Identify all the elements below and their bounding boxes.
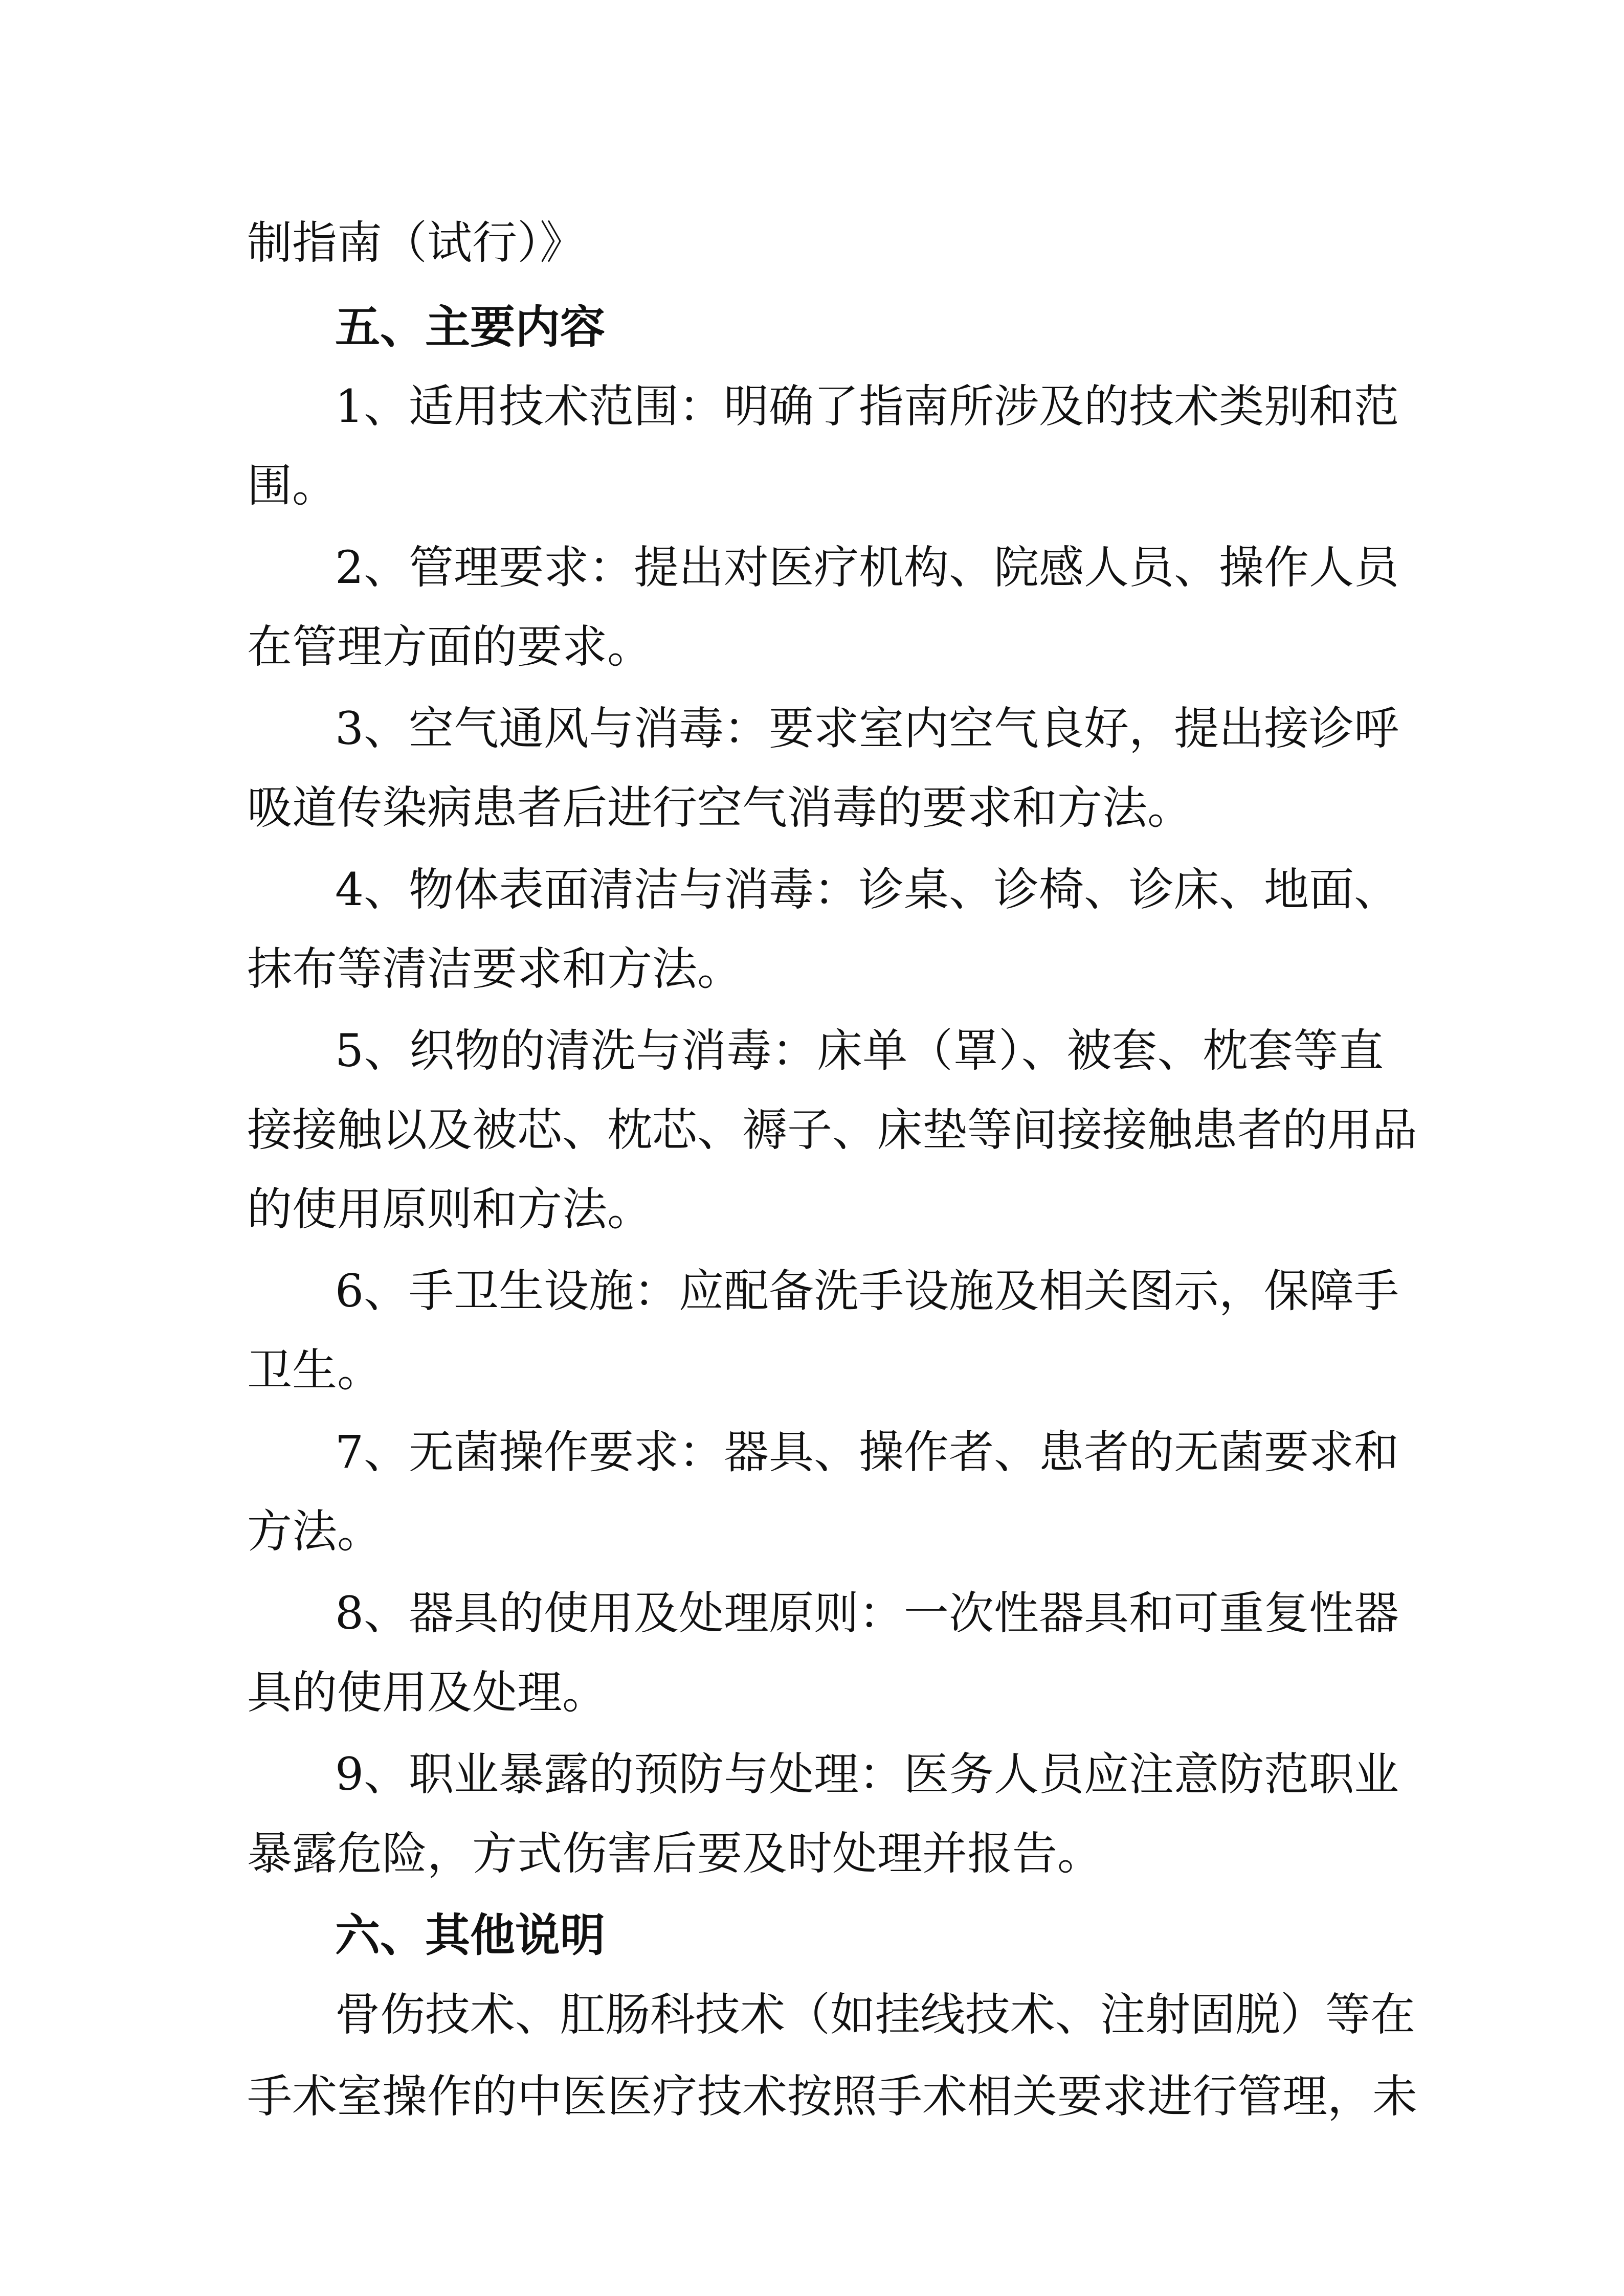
item-5-line-2: 接接触以及被芯、枕芯、褥子、床垫等间接接触患者的用品 — [247, 1104, 1418, 1156]
continued-reference-line: 制指南（试行）》 — [247, 216, 585, 269]
item-9-line-1: 9、职业暴露的预防与处理：医务人员应注意防范职业 — [335, 1748, 1399, 1800]
item-7-line-2: 方法。 — [247, 1505, 383, 1558]
item-5-line-1: 5、织物的清洗与消毒：床单（罩）、被套、枕套等直 — [335, 1024, 1384, 1077]
item-3-line-2: 吸道传染病患者后进行空气消毒的要求和方法。 — [247, 781, 1193, 834]
section-heading-other-notes: 六、其他说明 — [335, 1909, 606, 1962]
item-9-line-2: 暴露危险，方式伤害后要及时处理并报告。 — [247, 1827, 1103, 1880]
other-notes-line-2: 手术室操作的中医医疗技术按照手术相关要求进行管理，未 — [247, 2070, 1418, 2123]
item-1-line-2: 围。 — [247, 459, 338, 512]
item-4-line-1: 4、物体表面清洁与消毒：诊桌、诊椅、诊床、地面、 — [335, 863, 1399, 916]
item-4-line-2: 抹布等清洁要求和方法。 — [247, 942, 743, 995]
section-heading-main-content: 五、主要内容 — [335, 301, 606, 353]
item-7-line-1: 7、无菌操作要求：器具、操作者、患者的无菌要求和 — [335, 1426, 1399, 1478]
item-1-line-1: 1、适用技术范围：明确了指南所涉及的技术类别和范 — [335, 380, 1399, 433]
item-6-line-1: 6、手卫生设施：应配备洗手设施及相关图示，保障手 — [335, 1265, 1399, 1317]
item-2-line-1: 2、管理要求：提出对医疗机构、院感人员、操作人员 — [335, 541, 1399, 594]
item-3-line-1: 3、空气通风与消毒：要求室内空气良好，提出接诊呼 — [335, 702, 1399, 755]
item-8-line-1: 8、器具的使用及处理原则：一次性器具和可重复性器 — [335, 1587, 1399, 1639]
item-5-line-3: 的使用原则和方法。 — [247, 1183, 653, 1235]
item-6-line-2: 卫生。 — [247, 1344, 383, 1397]
item-2-line-2: 在管理方面的要求。 — [247, 620, 653, 673]
other-notes-line-1: 骨伤技术、肛肠科技术（如挂线技术、注射固脱）等在 — [335, 1988, 1416, 2041]
item-8-line-2: 具的使用及处理。 — [247, 1666, 608, 1719]
